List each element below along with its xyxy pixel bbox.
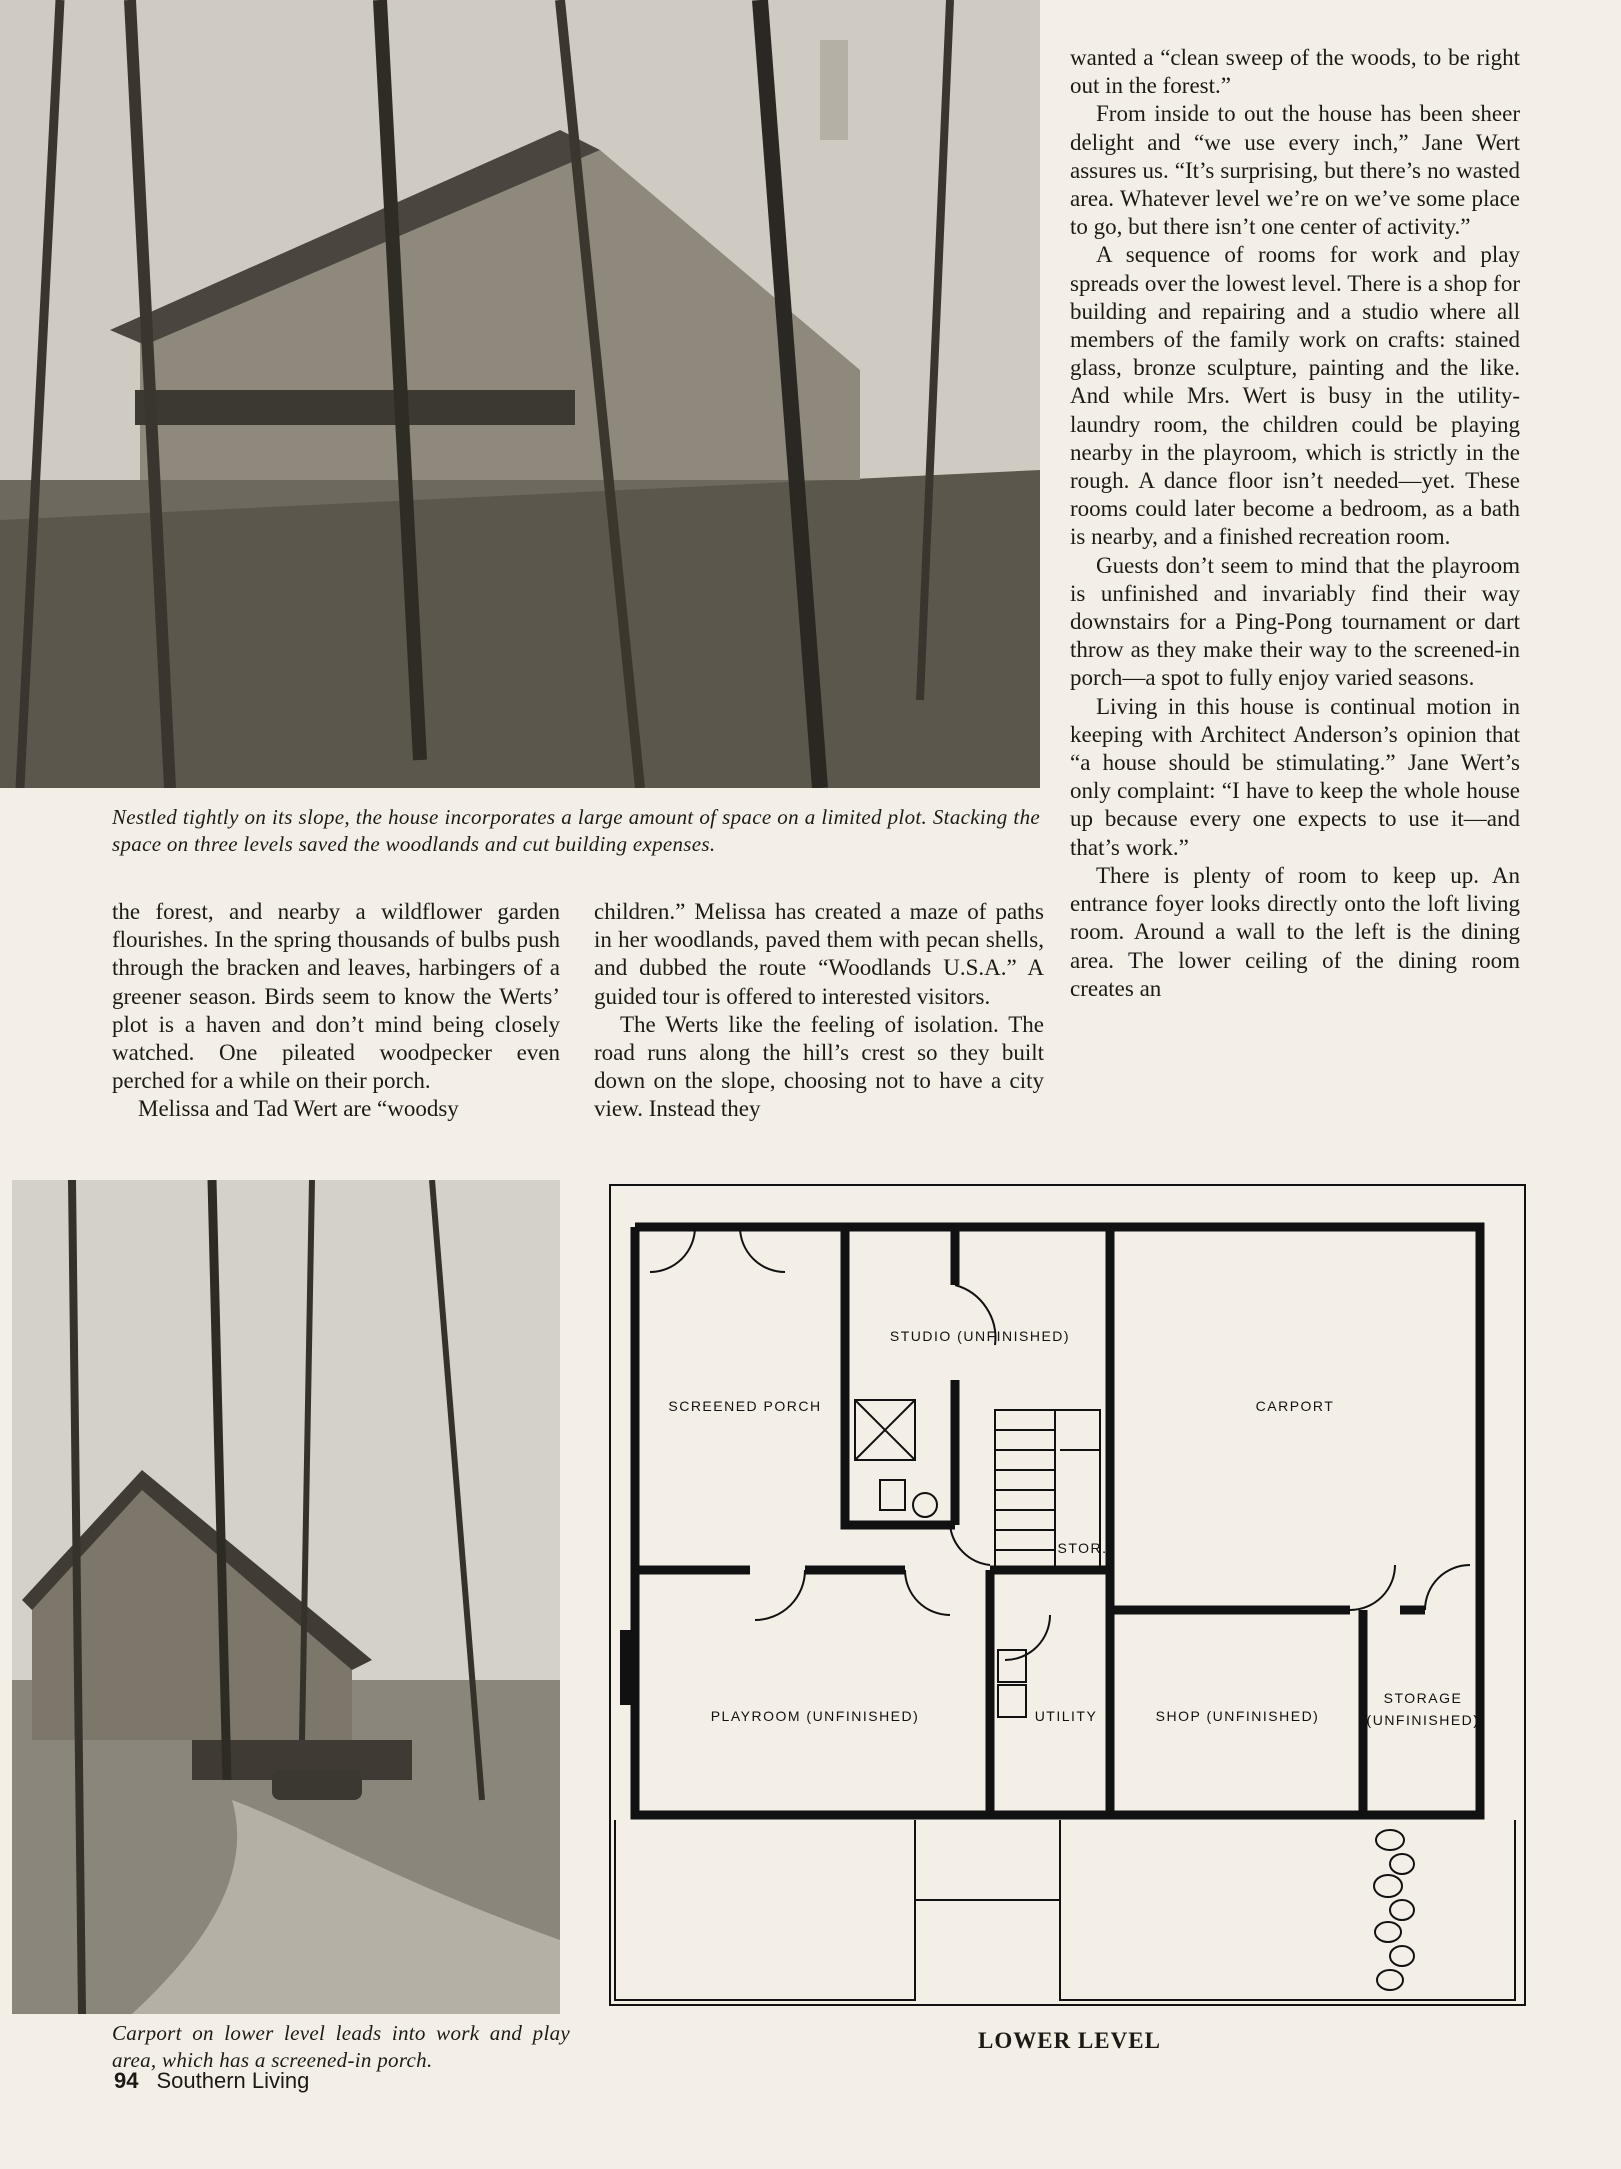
- paragraph: The Werts like the feeling of isolation. The road runs along the hill’s crest so they built down on the slope, choosing not to have a city view. Instead they: [594, 1011, 1044, 1122]
- floor-plan-title: LOWER LEVEL: [978, 2028, 1161, 2053]
- paragraph: Melissa and Tad Wert are “woodsy: [138, 1096, 459, 1122]
- bottom-photo-caption: Carport on lower level leads into work and play area, which has a screened-in porch.: [112, 2021, 570, 2072]
- paragraph: There is plenty of room to keep up. An entrance foyer looks directly onto the loft living room. Around a wall to the left is the dining area. The lower ceiling of the dining room creates an: [1070, 862, 1520, 1001]
- room-label-stor: STOR.: [1057, 1540, 1108, 1556]
- top-photo-caption: Nestled tightly on its slope, the house incorporates a large amount of space on a limited plot. Stacking the space on three levels saved the woodlands and cut building expenses.: [112, 805, 1040, 856]
- carport-photo: [12, 1180, 560, 2014]
- article-right-column: [1070, 44, 1520, 1003]
- house-slope-photo: [0, 0, 1040, 788]
- room-label-playroom: PLAYROOM (UNFINISHED): [710, 1708, 920, 1724]
- room-label-storage: STORAGE: [1383, 1690, 1463, 1706]
- paragraph: wanted a “clean sweep of the woods, to be right out in the forest.”: [1070, 45, 1520, 99]
- room-label-screened-porch: SCREENED PORCH: [668, 1398, 822, 1414]
- article-left-column: [112, 898, 560, 1124]
- paragraph: A sequence of rooms for work and play spreads over the lowest level. There is a shop for building and repairing and a studio where all members of the family work on crafts: stained glass, bronze sculpture, painting and the like. And while Mrs. Wert is busy in the utility-laundry room, the children could be playing nearby in the playroom, which is strictly in the rough. A dance floor isn’t needed—yet. These rooms could later become a bedroom, as a bath is nearby, and a finished recreation room.: [1070, 242, 1520, 550]
- paragraph: Living in this house is continual motion in keeping with Architect Anderson’s opinion that “a house should be stimulating.” Jane Wert’s only complaint: “I have to keep the whole house up because every one expects to use it—and that’s work.”: [1070, 693, 1520, 860]
- magazine-name: Southern Living: [156, 2068, 310, 2093]
- paragraph: From inside to out the house has been sheer delight and “we use every inch,” Jane Wert assures us. “It’s surprising, but there’s no wasted area. Whatever level we’re on we’ve some place to go, but there isn’t one center of activity.”: [1070, 101, 1520, 240]
- paragraph: children.” Melissa has created a maze of paths in her woodlands, paved them with pecan shells, and dubbed the route “Woodlands U.S.A.” A guided tour is offered to interested visitors.: [594, 899, 1044, 1009]
- lower-level-floor-plan: [590, 1180, 1530, 2010]
- page-footer: [114, 2068, 309, 2094]
- room-label-shop: SHOP (UNFINISHED): [1155, 1708, 1320, 1724]
- page-number: 94: [114, 2068, 139, 2093]
- paragraph: the forest, and nearby a wildflower garden flourishes. In the spring thousands of bulbs push through the bracken and leaves, harbingers of a greener season. Birds seem to know the Werts’ plot is a haven and don’t mind being closely watched. One pileated woodpecker even perched for a while on their porch.: [112, 899, 560, 1094]
- room-label-studio: STUDIO (UNFINISHED): [889, 1328, 1071, 1344]
- room-label-carport: CARPORT: [1255, 1398, 1335, 1414]
- room-label-utility: UTILITY: [1034, 1708, 1098, 1724]
- paragraph: Guests don’t seem to mind that the playroom is unfinished and invariably find their way downstairs for a Ping-Pong tournament or dart throw as they make their way to the screened-in porch—a spot to fully enjoy varied seasons.: [1070, 552, 1520, 691]
- room-label-storage-unfinished: (UNFINISHED): [1366, 1712, 1480, 1728]
- article-middle-column: [594, 898, 1044, 1124]
